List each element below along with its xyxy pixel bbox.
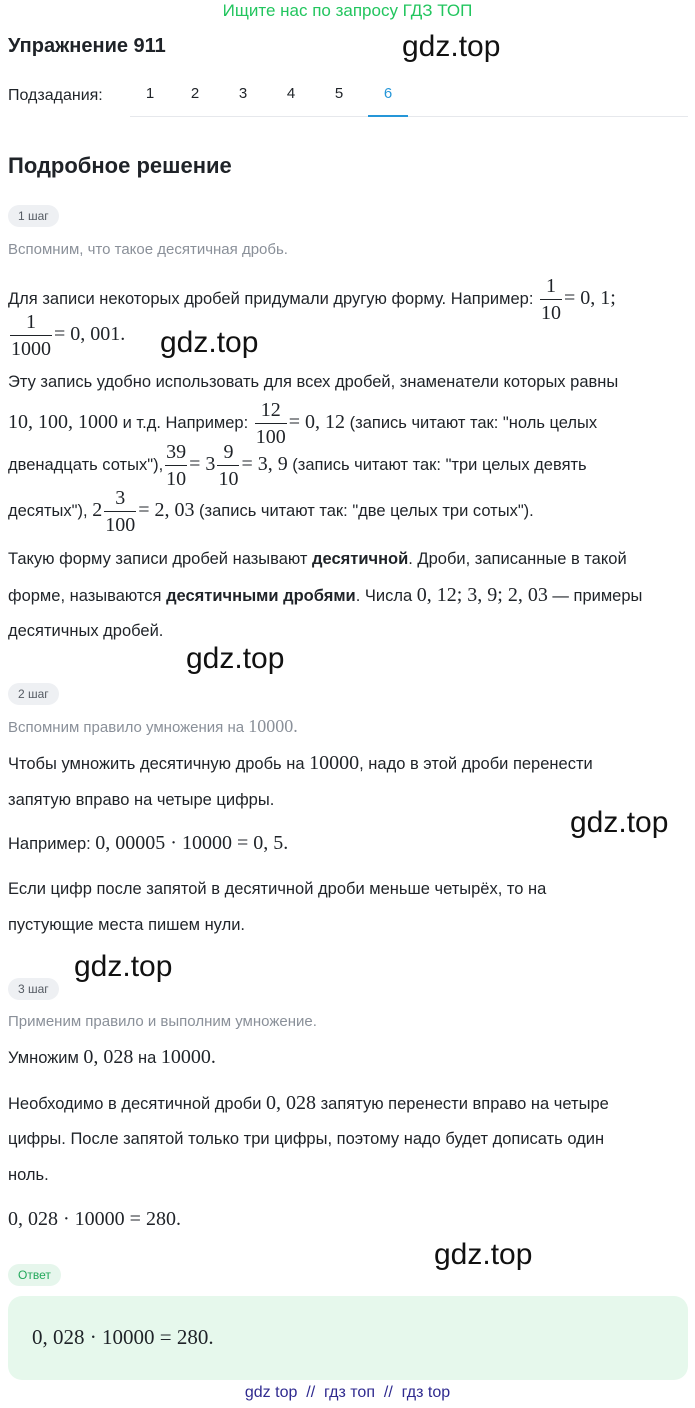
subtasks-label: Подзадания: <box>8 87 103 104</box>
step-1-line-1: Для записи некоторых дробей придумали другую форму. Например: $\frac{1}{10}$ = 0, 1; <box>8 275 616 324</box>
watermark: gdz.top <box>74 950 173 983</box>
answer-value: 0, 028 · 10000 = 280. <box>32 1325 214 1349</box>
fraction-39-10: $\frac{39}{10}$ <box>166 440 187 490</box>
step-2-hint: Вспомним правило умножения на 10000. <box>8 716 298 736</box>
step-2-line-2: запятую вправо на четыре цифры. <box>8 791 275 809</box>
step-2-rule-1: Если цифр после запятой в десятичной дроби меньше четырёх, то на <box>8 880 547 898</box>
step-3-line-1: Умножим 0, 028 на 10000. <box>8 1046 216 1068</box>
step-3-result: 0, 028 · 10000 = 280. <box>8 1208 181 1230</box>
fraction-12-100: $\frac{12}{100}$ <box>255 398 286 448</box>
step-3-line-4: ноль. <box>8 1166 49 1184</box>
tab-subtask-2[interactable]: 2 <box>190 85 200 102</box>
step-3-badge: 3 шаг <box>8 978 59 1000</box>
tab-subtask-1[interactable]: 1 <box>145 85 155 102</box>
step-1-line-5: двенадцать сотых"), $\frac{39}{10}$ = 3 $\frac{9}{10}$ = 3, 9 (запись читают так: "три целых девять <box>8 440 587 490</box>
step-2-line-1: Чтобы умножить десятичную дробь на 10000, надо в этой дроби перенести <box>8 752 593 774</box>
active-tab-indicator <box>368 115 408 117</box>
footer-links[interactable]: gdz top // гдз топ // гдз top <box>244 1384 451 1401</box>
step-1-badge: 1 шаг <box>8 205 59 227</box>
watermark: gdz.top <box>434 1238 533 1271</box>
step-2-rule-2: пустующие места пишем нули. <box>8 916 245 934</box>
fraction-1-10: $\frac{1}{10}$ <box>541 275 561 324</box>
fraction-3-100: $\frac{3}{100}$ <box>105 486 136 536</box>
step-1-para-3: десятичных дробей. <box>8 622 164 640</box>
step-1-line-2: $\frac{1}{1000}$ = 0, 001. <box>11 311 126 360</box>
tab-subtask-3[interactable]: 3 <box>238 85 248 102</box>
step-3-hint: Применим правило и выполним умножение. <box>8 1013 317 1030</box>
fraction-1-1000: $\frac{1}{1000}$ <box>11 311 51 360</box>
tab-subtask-6[interactable]: 6 <box>383 85 393 102</box>
subtasks-tabs <box>130 76 688 117</box>
step-1-hint: Вспомним, что такое десятичная дробь. <box>8 241 288 258</box>
step-1-line-6: десятых"), 2 $\frac{3}{100}$ = 2, 03 (запись читают так: "две целых три сотых"). <box>8 486 534 536</box>
answer-badge: Ответ <box>8 1264 61 1286</box>
step-1-para-2: форме, называются десятичными дробями. Числа 0, 12; 3, 9; 2, 03 — примеры <box>8 584 643 606</box>
watermark: gdz.top <box>160 326 259 359</box>
step-3-line-2: Необходимо в десятичной дроби 0, 028 запятую перенести вправо на четыре <box>8 1092 609 1114</box>
step-1-para-1: Такую форму записи дробей называют десятичной. Дроби, записанные в такой <box>8 550 627 568</box>
watermark: gdz.top <box>186 642 285 675</box>
solution-title: Подробное решение <box>8 153 232 178</box>
answer-box <box>8 1296 688 1380</box>
watermark: gdz.top <box>402 30 501 63</box>
fraction-9-10: $\frac{9}{10}$ <box>218 440 239 490</box>
tab-subtask-4[interactable]: 4 <box>286 85 296 102</box>
step-1-line-4: 10, 100, 1000 и т.д. Например: $\frac{12}{100}$ = 0, 12 (запись читают так: "ноль целых <box>8 398 598 448</box>
promo-banner: Ищите нас по запросу ГДЗ ТОП <box>222 1 473 20</box>
exercise-title: Упражнение 911 <box>8 35 166 57</box>
tab-subtask-5[interactable]: 5 <box>334 85 344 102</box>
step-3-line-3: цифры. После запятой только три цифры, поэтому надо будет дописать один <box>8 1130 605 1148</box>
watermark: gdz.top <box>570 806 669 839</box>
step-1-text: Для записи некоторых дробей придумали другую форму. Например: <box>8 290 534 309</box>
step-2-example: Например: 0, 00005 · 10000 = 0, 5. <box>8 832 289 854</box>
step-1-line-3: Эту запись удобно использовать для всех дробей, знаменатели которых равны <box>8 373 619 391</box>
step-2-badge: 2 шаг <box>8 683 59 705</box>
